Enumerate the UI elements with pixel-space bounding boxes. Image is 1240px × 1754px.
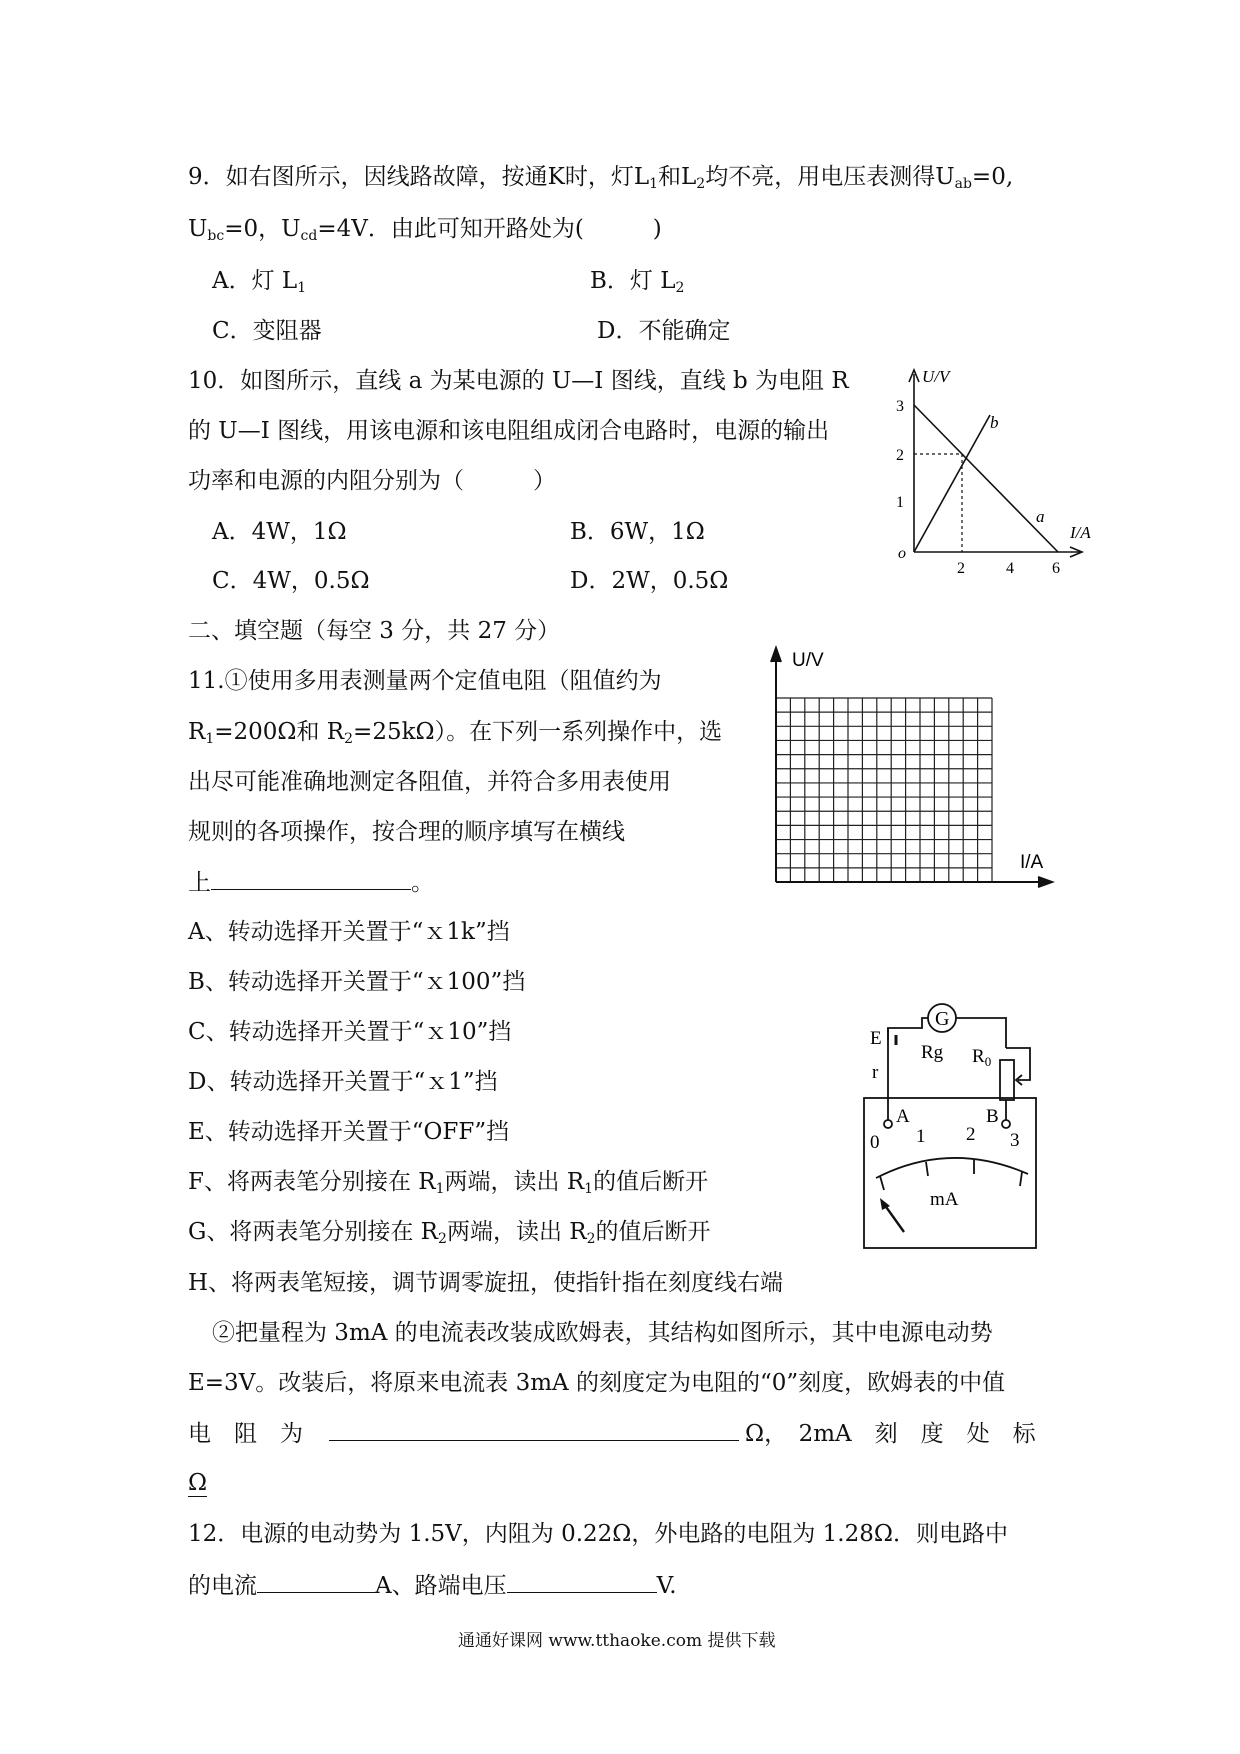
subscript: 2 [586,1231,596,1247]
y-axis-arrow [771,648,781,662]
wire-top-right [956,1018,1006,1048]
q11-line5 [188,867,434,898]
y-tick-1: 1 [896,494,904,511]
option-text: A．灯 L [212,268,298,294]
q10-line3: 功率和电源的内阻分别为（ ） [188,468,556,494]
q9-line2 [188,214,662,251]
q11-text: G、将两表笔分别接在 R [188,1219,439,1245]
answer-blank[interactable] [507,1570,657,1593]
q11-line1: 11.①使用多用表测量两个定值电阻（阻值约为 [188,668,662,694]
subscript: 1 [649,176,659,192]
needle-arrowhead [880,1198,890,1210]
e-label: E [870,1028,882,1049]
q10-option-b: B．6W，1Ω [570,519,705,545]
r0-label: $R_0$ [972,1046,992,1069]
meter-unit-label: mA [930,1189,959,1210]
q11-text: 电 阻 为 [188,1421,303,1447]
rg-label: Rg [921,1042,944,1063]
section-2-title: 二、填空题（每空 3 分，共 27 分） [188,618,561,644]
q10-option-c: C．4W，0.5Ω [212,568,370,594]
q11-text: Ω， 2mA 刻 度 处 标 [745,1421,1036,1447]
subscript: cd [300,228,318,244]
q9-option-c: C．变阻器 [212,318,322,344]
q11-option-h: H、将两表笔短接，调节调零旋扭，使指针指在刻度线右端 [188,1270,784,1296]
origin-label: o [898,545,906,562]
q11-line4: 规则的各项操作，按合理的顺序填写在横线 [188,819,625,845]
q11-text: =200Ω和 R [214,719,345,745]
x-axis-arrow [1038,877,1052,887]
line-b-label: b [990,413,999,432]
rheostat-slider-wire [1006,1048,1030,1080]
wire-top-left [888,1018,928,1040]
q11-text: 。 [411,870,434,896]
q10-option-a: A．4W，1Ω [212,519,347,545]
ohmmeter-circuit-diagram [850,1000,1050,1260]
q11-line2 [188,717,722,754]
x-tick-4: 4 [1006,560,1014,577]
subscript: bc [207,228,225,244]
q11-grid-graph [768,642,1058,887]
b-label: B [986,1106,999,1127]
q11-text: 的值后断开 [593,1169,709,1195]
q10-option-d: D．2W，0.5Ω [570,568,729,594]
scale-label-3: 3 [1010,1130,1020,1151]
option-text: B．灯 L [590,268,676,294]
q12-line2 [188,1570,677,1601]
terminal-a[interactable] [884,1120,892,1128]
q11-text: 两端，读出 R [446,1219,587,1245]
q11-text: F、将两表笔分别接在 R [188,1169,436,1195]
subscript: 2 [344,731,354,747]
q9-option-a [212,266,306,303]
y-tick-3: 3 [896,398,904,415]
q11-text: =25kΩ）。在下列一系列操作中，选 [353,719,723,745]
answer-blank[interactable] [329,1418,739,1441]
q11-text: Ω [188,1470,208,1496]
answer-blank[interactable] [257,1570,375,1593]
q9-text: 9．如右图所示，因线路故障，按通K时，灯L [188,164,650,190]
q11-option-a: A、转动选择开关置于“ｘ1k”挡 [188,919,510,945]
q9-text: =0, [971,164,1014,190]
subscript: ab [954,176,972,192]
q10-line2: 的 U—I 图线，用该电源和该电阻组成闭合电路时，电源的输出 [188,418,830,444]
meter-scale-arc [876,1158,1028,1178]
grid-lines [776,698,992,882]
x-axis-label: I/A [1020,852,1044,873]
q9-text: 均不亮，用电压表测得U [705,164,955,190]
scale-tick-1 [926,1162,928,1176]
scale-tick-3 [1020,1172,1022,1186]
subscript: 1 [584,1181,594,1197]
scale-label-0: 0 [870,1132,880,1153]
meter-needle [884,1204,904,1232]
q11-part2-line2: E=3V。改装后，将原来电流表 3mA 的刻度定为电阻的“0”刻度，欧姆表的中值 [188,1370,1006,1396]
q11-option-f [188,1167,708,1204]
subscript: 1 [205,731,215,747]
q12-line1: 12．电源的电动势为 1.5V，内阻为 0.22Ω，外电路的电阻为 1.28Ω．则电路中 [188,1521,1008,1547]
line-a-label: a [1036,507,1045,526]
q11-option-g [188,1217,711,1254]
line-a [914,405,1058,552]
scale-label-2: 2 [966,1124,976,1145]
scale-label-1: 1 [916,1126,926,1147]
q11-text: 的值后断开 [595,1219,711,1245]
subscript: 1 [435,1181,445,1197]
q11-part2-line3 [188,1418,1036,1449]
q11-text: 上 [188,870,211,896]
q9-text: =4V．由此可知开路处为( ) [317,216,662,242]
subscript: 1 [297,280,307,296]
y-axis-label: U/V [922,367,950,386]
y-axis-label: U/V [792,650,824,671]
galvanometer-label: G [935,1008,950,1030]
line-b [914,415,990,552]
subscript: 2 [696,176,706,192]
q11-part2-line4 [188,1468,207,1498]
q12-text: A、路端电压 [375,1573,507,1599]
q11-line3: 出尽可能准确地测定各阻值，并符合多用表使用 [188,769,671,795]
y-tick-2: 2 [896,447,904,464]
x-axis-label: I/A [1070,523,1091,542]
q9-text: =0，U [224,216,301,242]
q10-ui-graph [880,360,1100,580]
q11-option-c: C、转动选择开关置于“ｘ10”挡 [188,1019,512,1045]
q9-option-b [590,266,684,303]
q11-option-d: D、转动选择开关置于“ｘ1”挡 [188,1069,498,1095]
q11-text: 两端，读出 R [444,1169,585,1195]
rheostat-body [1000,1060,1014,1100]
x-tick-6: 6 [1052,560,1060,577]
a-label: A [896,1106,910,1127]
subscript: 2 [675,280,685,296]
q10-line1: 10．如图所示，直线 a 为某电源的 U—I 图线，直线 b 为电阻 R [188,368,849,394]
page-footer: 通通好课网 www.tthaoke.com 提供下载 [458,1631,776,1651]
wire-filler2 [878,1052,888,1070]
q12-text: 的电流 [188,1573,257,1599]
q12-text: V. [656,1573,677,1599]
q11-option-e: E、转动选择开关置于“OFF”挡 [188,1119,510,1145]
q9-text: 和L [658,164,697,190]
scale-tick-0 [880,1176,884,1190]
q9-option-d: D．不能确定 [597,318,731,344]
r-label: r [872,1062,879,1083]
q9-line1 [188,162,1013,199]
terminal-b[interactable] [1002,1120,1010,1128]
x-tick-2: 2 [957,560,965,577]
q11-option-b: B、转动选择开关置于“ｘ100”挡 [188,969,526,995]
subscript: 2 [438,1231,447,1247]
q11-part2-line1: ②把量程为 3mA 的电流表改装成欧姆表，其结构如图所示，其中电源电动势 [212,1320,993,1346]
answer-blank[interactable] [211,867,411,890]
q11-text: R [188,719,206,745]
q9-text: U [188,216,208,242]
